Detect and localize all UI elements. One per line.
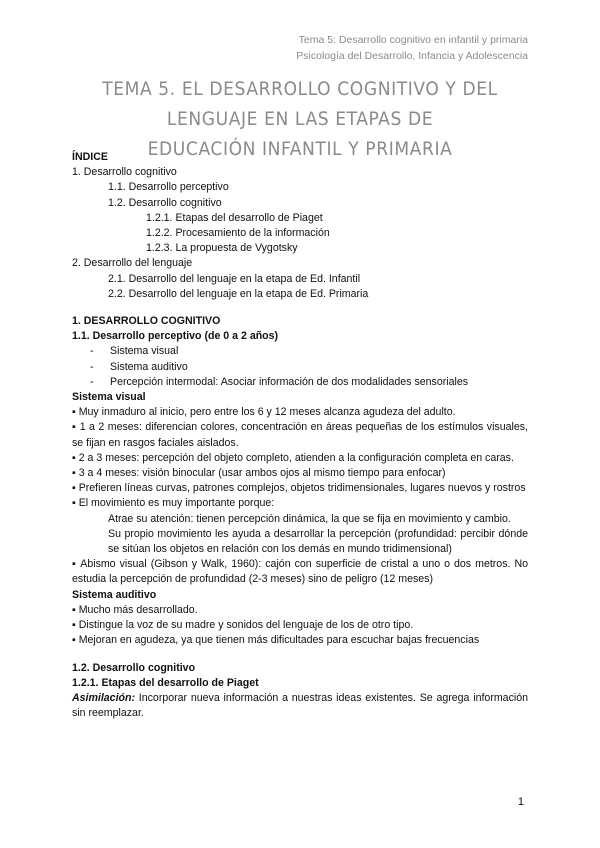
title-line-1: TEMA 5. EL DESARROLLO COGNITIVO Y DEL LENGUAJE EN LAS ETAPAS DE [102, 78, 498, 130]
subsection-heading: 1.2. Desarrollo cognitivo [72, 661, 196, 674]
auditivo-heading: Sistema auditivo [72, 588, 157, 601]
list-item: - Percepción intermodal: Asociar información de dos modalidades sensoriales [90, 375, 469, 388]
header-line-1: Tema 5: Desarrollo cognitivo en infantil y primaria [298, 34, 528, 46]
index-item: 1. Desarrollo cognitivo [72, 166, 177, 179]
index-item: 2.2. Desarrollo del lenguaje en la etapa de Ed. Primaria [108, 287, 369, 300]
title-line-2: EDUCACIÓN INFANTIL Y PRIMARIA [147, 138, 453, 160]
header-line-2: Psicología del Desarrollo, Infancia y Adolescencia [296, 50, 528, 62]
section-heading: 1. DESARROLLO COGNITIVO [72, 315, 221, 328]
definition-term: Asimilación: [72, 691, 135, 704]
bullet-item: ▪ Muy inmaduro al inicio, pero entre los 6 y 12 meses alcanza agudeza del adulto. [72, 406, 456, 419]
bullet-item: ▪ Mejoran en agudeza, ya que tienen más dificultades para escuchar bajas frecuencias [72, 634, 480, 647]
subsection-heading: 1.1. Desarrollo perceptivo (de 0 a 2 años) [72, 330, 279, 343]
index-item: 1.2.2. Procesamiento de la información [146, 227, 330, 240]
bullet-item: ▪ 3 a 4 meses: visión binocular (usar ambos ojos al mismo tiempo para enfocar) [72, 467, 446, 480]
running-header [296, 32, 528, 64]
list-item: - Sistema visual [90, 345, 179, 358]
movement-point: Atrae su atención: tienen percepción dinámica, la que se fija en movimiento y cambio. [108, 512, 511, 525]
bullet-item: ▪ 2 a 3 meses: percepción del objeto completo, atienden a la configuración completa en caras. [72, 451, 514, 464]
movement-point: Su propio movimiento les ayuda a desarrollar la percepción (profundidad: percibir dónde se sitúan los objetos en relación con los demás en mundo tridimensional) [108, 527, 528, 556]
index-item: 2. Desarrollo del lenguaje [72, 257, 193, 270]
definition-text: Incorporar nueva información a nuestras ideas existentes. Se agrega información sin reemplazar. [72, 691, 528, 720]
index-heading: ÍNDICE [72, 151, 108, 163]
bullet-item: ▪ Abismo visual (Gibson y Walk, 1960): cajón con superficie de cristal a uno o dos metros. No estudia la percepción de profundidad (2-3 meses) sino de peligro (12 meses) [72, 558, 528, 586]
index-item: 1.1. Desarrollo perceptivo [108, 181, 229, 194]
bullet-item: ▪ El movimiento es muy importante porque: [72, 497, 275, 510]
index-item: 1.2.1. Etapas del desarrollo de Piaget [146, 211, 323, 224]
index-item: 2.1. Desarrollo del lenguaje en la etapa de Ed. Infantil [108, 272, 361, 285]
bullet-item: ▪ Prefieren líneas curvas, patrones complejos, objetos tridimensionales, lugares nuevos y rostros [72, 482, 526, 495]
index-item: 1.2. Desarrollo cognitivo [108, 196, 222, 209]
document-body [72, 150, 528, 721]
page-number: 1 [517, 796, 524, 808]
bullet-item: ▪ Mucho más desarrollado. [72, 603, 198, 616]
bullet-item: ▪ Distingue la voz de su madre y sonidos del lenguaje de los de otro tipo. [72, 619, 414, 632]
visual-heading: Sistema visual [72, 391, 146, 404]
list-item: - Sistema auditivo [90, 360, 188, 373]
subsection-heading: 1.2.1. Etapas del desarrollo de Piaget [72, 676, 259, 689]
index-item: 1.2.3. La propuesta de Vygotsky [146, 242, 298, 255]
bullet-item: ▪ 1 a 2 meses: diferencian colores, concentración en áreas pequeñas de los estímulos visuales, se fijan en rasgos faciales aislados. [72, 421, 528, 449]
definition-paragraph [72, 691, 528, 721]
